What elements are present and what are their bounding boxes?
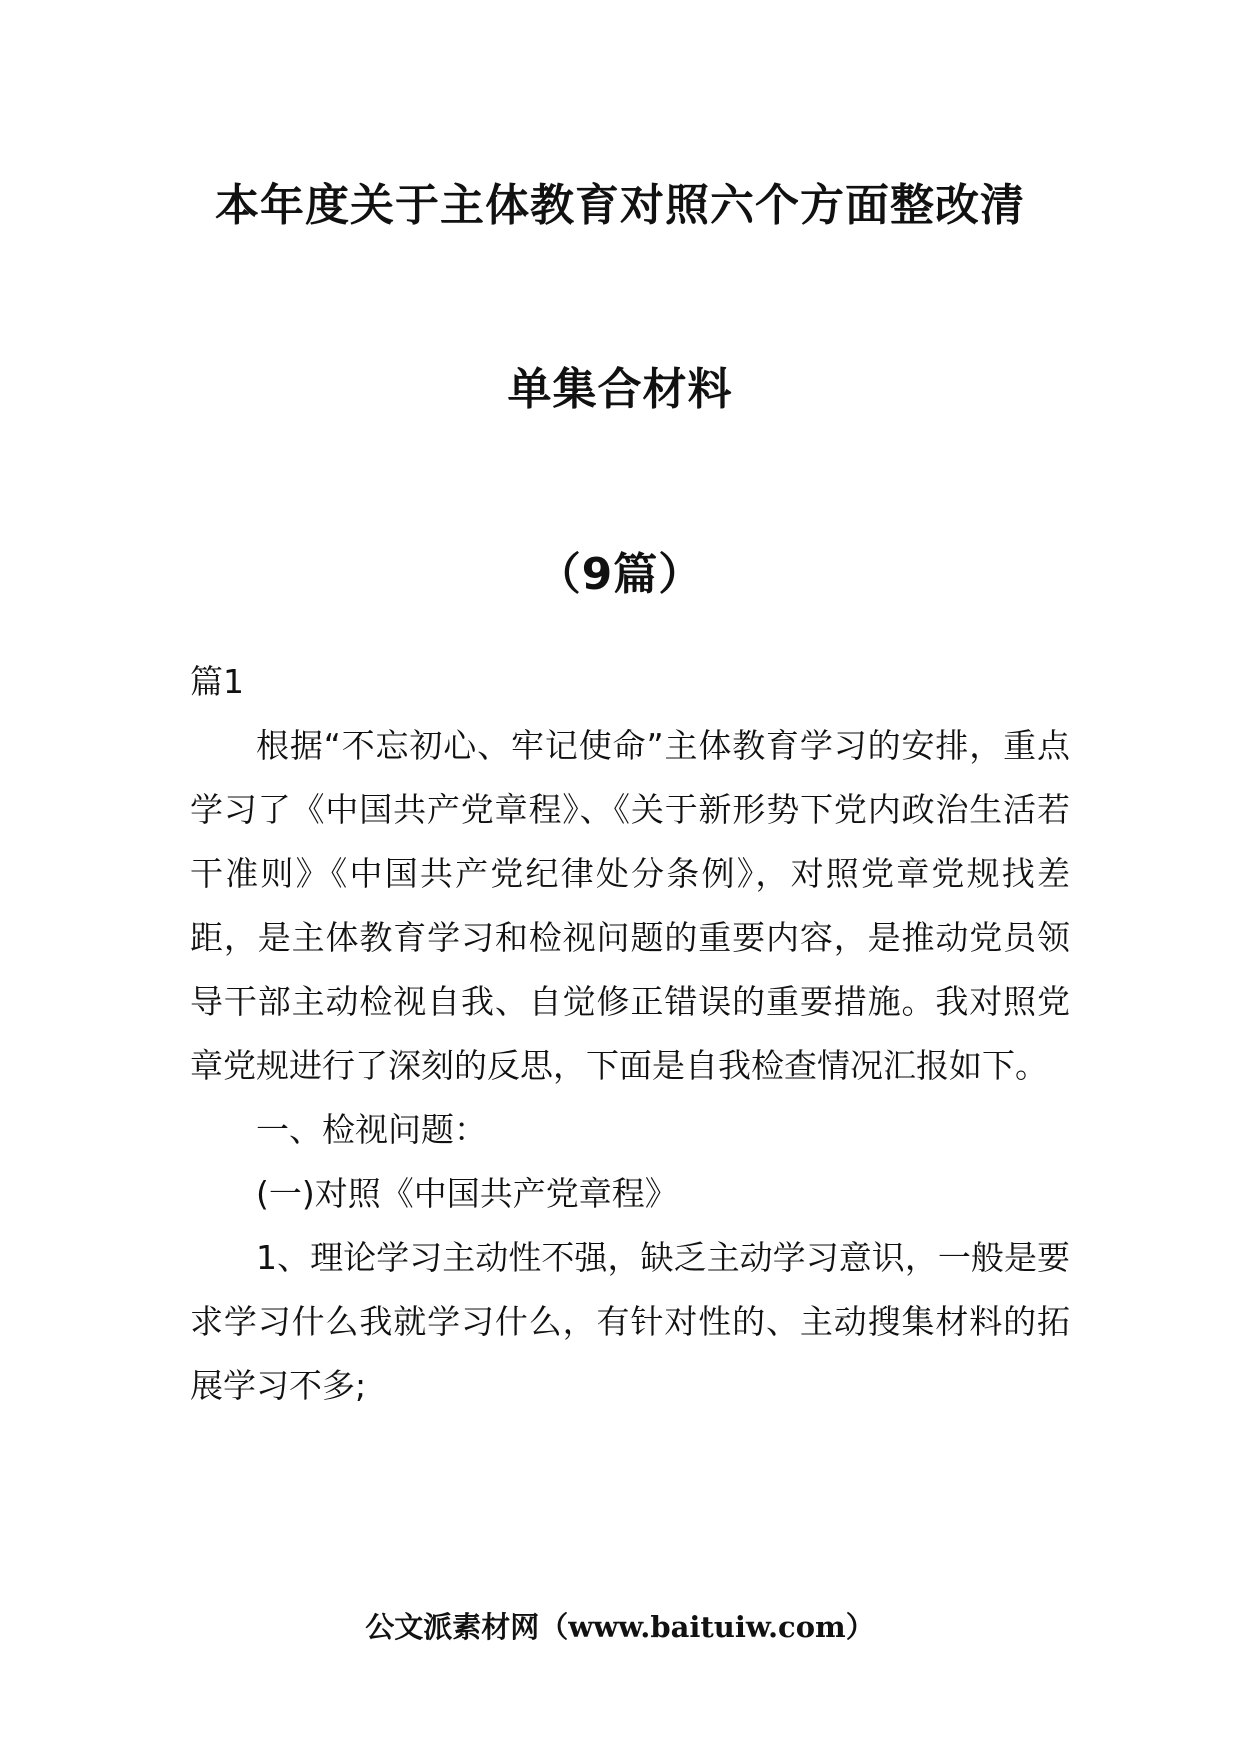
- body-paragraph-item-1: 1、理论学习主动性不强，缺乏主动学习意识，一般是要求学习什么我就学习什么，有针对性的、主动搜集材料的拓展学习不多;: [190, 1238, 1070, 1405]
- body-heading-review-issues: 一、检视问题：: [256, 1110, 487, 1149]
- section-label: 篇1: [190, 662, 244, 701]
- document-title-line-2: 单集合材料: [507, 364, 733, 415]
- body-subheading-party-constitution: (一)对照《中国共产党章程》: [256, 1174, 678, 1213]
- document-title-line-1: 本年度关于主体教育对照六个方面整改清: [215, 180, 1025, 231]
- document-subtitle-count: （9篇）: [536, 549, 704, 600]
- body-paragraph-intro: 根据“不忘初心、牢记使命”主体教育学习的安排，重点学习了《中国共产党章程》、《关于新形势下党内政治生活若干准则》《中国共产党纪律处分条例》，对照党章党规找差距，是主体教育学习和检视问题的重要内容，是推动党员领导干部主动检视自我、自觉修正错误的重要措施。我对照党章党规进行了深刻的反思，下面是自我检查情况汇报如下。: [190, 726, 1070, 1085]
- footer-watermark-text: 公文派素材网（www.baituiw.com）: [365, 1610, 875, 1644]
- document-body: [190, 650, 1070, 1418]
